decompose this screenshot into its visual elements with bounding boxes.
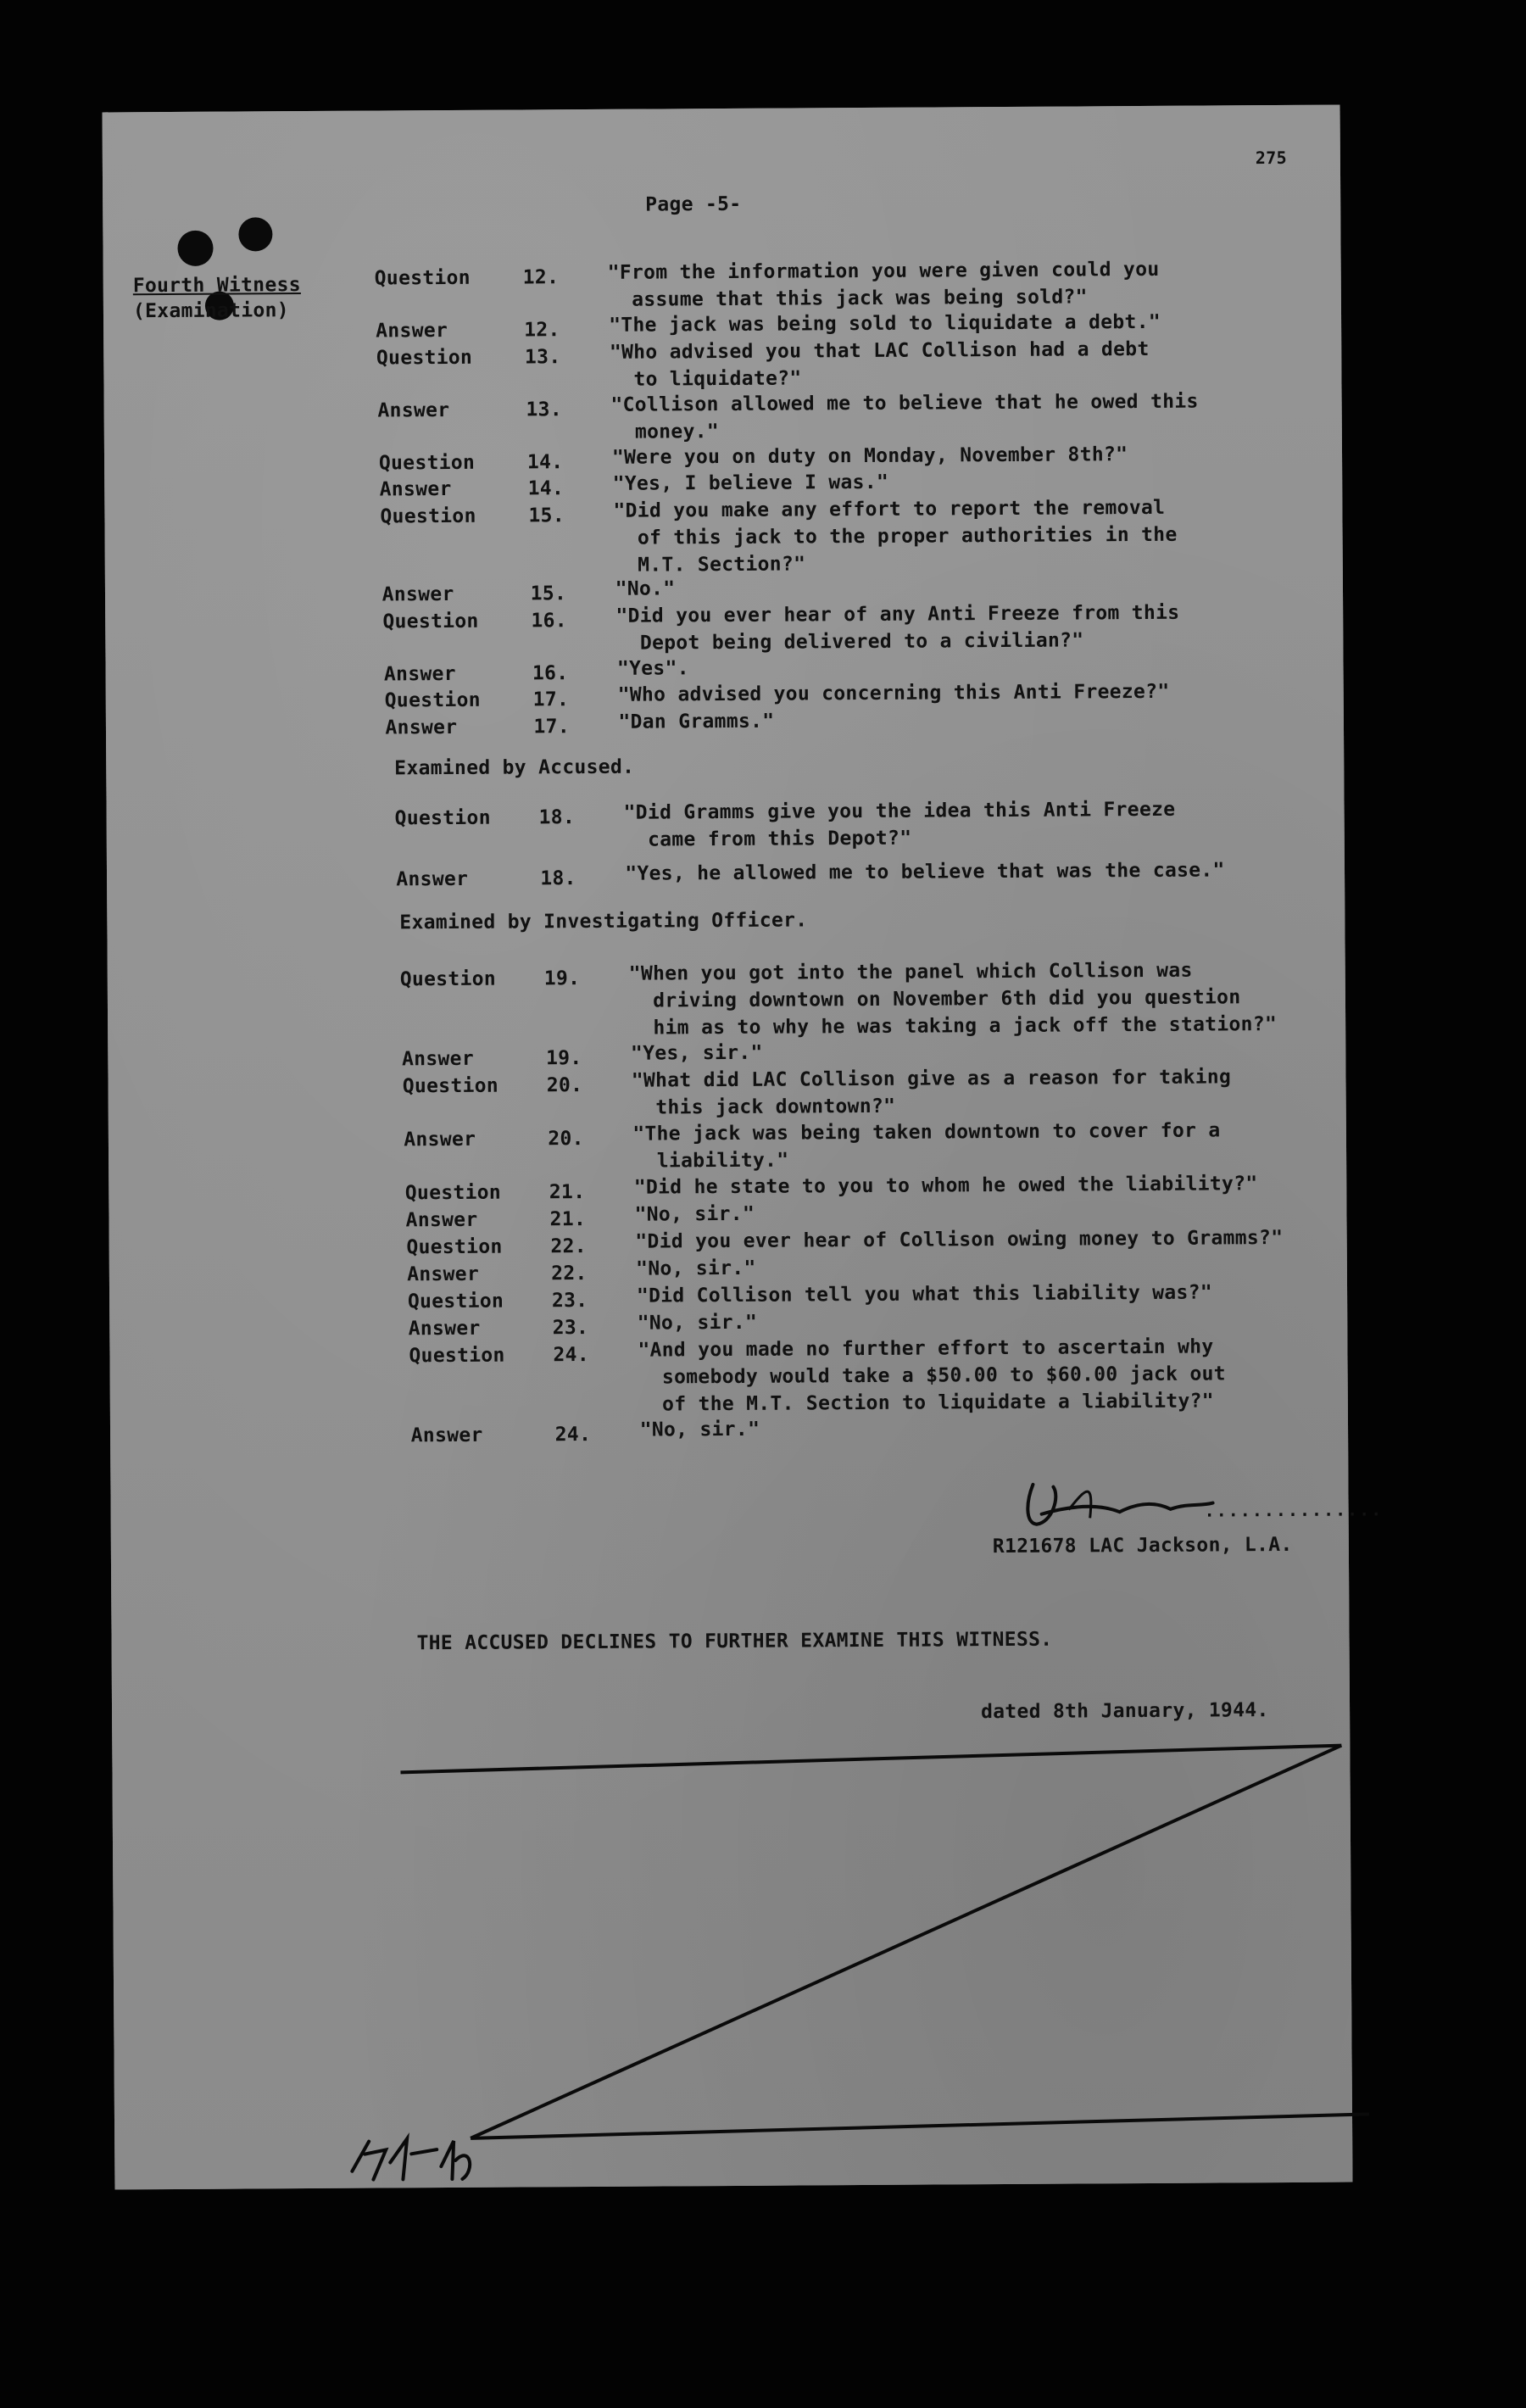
- question-text: "Were you on duty on Monday, November 8th?": [611, 443, 1128, 469]
- question-label: Question: [380, 504, 476, 527]
- item-number: 20.: [546, 1074, 583, 1097]
- item-number: 19.: [545, 1047, 582, 1070]
- answer-label: Answer: [376, 319, 448, 343]
- page-number-corner: 275: [1255, 147, 1287, 169]
- question-text: "Did you make any effort to report the removal of this jack to the proper authorities in the M.T. Section?": [613, 496, 1178, 577]
- item-number: 24.: [554, 1423, 592, 1446]
- question-text: "When you got into the panel which Collison was driving downtown on November 6th did you question him as to why he was taking a jack off the station?": [628, 959, 1278, 1040]
- question-text: "And you made no further effort to ascertain why somebody would take a $50.00 to $60.00 jack out of the M.T. Section to liquidate a liability?": [638, 1335, 1226, 1416]
- question-text: "Did you ever hear of any Anti Freeze from this Depot being delivered to a civilian?": [615, 601, 1180, 655]
- answer-label: Answer: [405, 1208, 478, 1232]
- answer-text: "The jack was being sold to liquidate a debt.": [609, 310, 1161, 337]
- question-text: "Who advised you that LAC Collison had a debt to liquidate?": [609, 337, 1150, 391]
- answer-label: Answer: [382, 582, 454, 606]
- item-number: 19.: [543, 967, 581, 990]
- item-number: 12.: [524, 319, 560, 342]
- document-page: [103, 105, 1384, 2190]
- item-number: 18.: [538, 806, 576, 829]
- item-number: 22.: [550, 1235, 587, 1258]
- answer-text: "No.": [615, 577, 676, 600]
- item-number: 21.: [549, 1208, 587, 1231]
- item-number: 17.: [532, 688, 570, 711]
- question-label: Question: [399, 967, 497, 991]
- item-number: 13.: [524, 345, 561, 368]
- question-text: "From the information you were given could you assume that this jack was being sold?": [607, 258, 1160, 311]
- question-label: Question: [376, 346, 473, 370]
- item-number: 16.: [532, 661, 569, 684]
- question-label: Question: [402, 1074, 499, 1098]
- answer-text: "No, sir.": [634, 1202, 755, 1226]
- answer-label: Answer: [404, 1128, 476, 1151]
- question-label: Question: [394, 806, 491, 830]
- answer-text: "Yes, he allowed me to believe that was the case.": [625, 859, 1225, 885]
- answer-label: Answer: [410, 1424, 483, 1447]
- item-number: 16.: [531, 609, 567, 632]
- answer-text: "Yes, I believe I was.": [612, 471, 889, 495]
- item-number: 24.: [553, 1344, 590, 1367]
- answer-label: Answer: [401, 1047, 475, 1071]
- lower-rule: [471, 2114, 1369, 2138]
- declines-statement: THE ACCUSED DECLINES TO FURTHER EXAMINE THIS WITNESS.: [416, 1628, 1053, 1655]
- question-label: Question: [407, 1290, 504, 1313]
- answer-label: Answer: [407, 1263, 480, 1286]
- item-number: 23.: [551, 1290, 588, 1313]
- question-label: Question: [384, 688, 481, 712]
- diagonal-line: [468, 1746, 1344, 2138]
- answer-label: Answer: [385, 716, 458, 739]
- item-number: 13.: [526, 398, 563, 421]
- question-label: Question: [406, 1235, 503, 1259]
- item-number: 15.: [530, 582, 567, 605]
- item-number: 23.: [552, 1317, 589, 1340]
- question-label: Question: [409, 1344, 505, 1368]
- item-number: 18.: [540, 867, 576, 890]
- item-number: 21.: [549, 1181, 586, 1204]
- question-text: "Did he state to you to whom he owed the liability?": [633, 1173, 1258, 1199]
- page-heading: Page -5-: [645, 192, 742, 216]
- question-label: Question: [378, 451, 476, 474]
- item-number: 22.: [551, 1263, 588, 1285]
- answer-label: Answer: [383, 662, 456, 685]
- answer-text: "Collison allowed me to believe that he owed this money.": [610, 390, 1199, 443]
- answer-text: "No, sir.": [637, 1311, 758, 1335]
- signature-printed: R121678 LAC Jackson, L.A.: [992, 1533, 1293, 1558]
- witness-heading: Fourth Witness: [132, 274, 301, 298]
- upper-rule: [400, 1746, 1341, 1773]
- answer-text: "Dan Gramms.": [618, 710, 775, 733]
- question-text: "What did LAC Collison give as a reason for taking this jack downtown?": [631, 1066, 1232, 1119]
- item-number: 17.: [533, 715, 571, 738]
- item-number: 12.: [522, 266, 560, 289]
- signature-dots: ...............: [1204, 1499, 1384, 1521]
- answer-text: "Yes, sir.": [630, 1041, 763, 1065]
- handwritten-initials-mark: [352, 2138, 470, 2180]
- strike-lines: [103, 105, 1353, 2190]
- question-label: Question: [374, 266, 471, 290]
- question-text: "Did you ever hear of Collison owing money to Gramms?": [635, 1226, 1284, 1253]
- answer-text: "The jack was being taken downtown to cover for a liability.": [632, 1119, 1221, 1173]
- question-text: "Who advised you concerning this Anti Freeze?": [617, 680, 1170, 706]
- item-number: 14.: [526, 450, 564, 473]
- answer-label: Answer: [408, 1317, 481, 1341]
- question-label: Question: [382, 610, 479, 633]
- answer-label: Answer: [396, 867, 469, 891]
- item-number: 15.: [528, 504, 565, 527]
- item-number: 20.: [548, 1128, 584, 1151]
- answer-label: Answer: [379, 477, 452, 501]
- answer-text: "No, sir.": [639, 1418, 760, 1441]
- dated-line: dated 8th January, 1944.: [980, 1699, 1269, 1724]
- answer-text: "No, sir.": [636, 1257, 756, 1280]
- section-heading-accused: Examined by Accused.: [394, 755, 635, 780]
- question-label: Question: [404, 1181, 502, 1205]
- answer-label: Answer: [377, 399, 450, 422]
- question-text: "Did Collison tell you what this liability was?": [636, 1281, 1213, 1307]
- item-number: 14.: [527, 477, 565, 500]
- witness-subheading: (Examination): [132, 299, 289, 323]
- question-text: "Did Gramms give you the idea this Anti Freeze came from this Depot?": [623, 798, 1176, 851]
- section-heading-officer: Examined by Investigating Officer.: [399, 909, 808, 934]
- answer-text: "Yes".: [616, 656, 689, 680]
